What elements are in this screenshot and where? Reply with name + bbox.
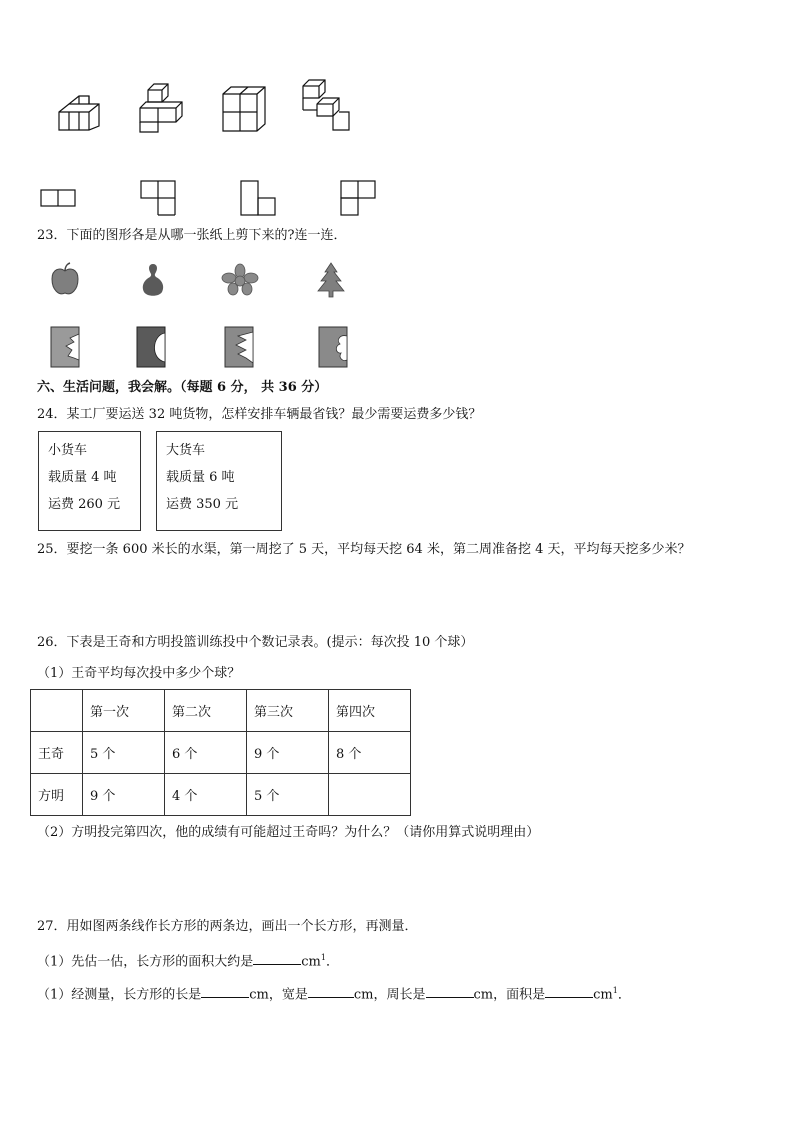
table-cell: 8 个 <box>329 732 411 774</box>
table-row-name: 王奇 <box>31 732 83 774</box>
table-header-row <box>31 690 411 732</box>
width-label: cm，宽是 <box>249 987 308 1003</box>
table-header-cell: 第二次 <box>165 690 247 732</box>
table-cell <box>329 774 411 816</box>
table-cell: 9 个 <box>247 732 329 774</box>
table-row <box>31 732 411 774</box>
unit-superscript: 1 <box>612 986 618 995</box>
small-truck-fee: 运费 260 元 <box>48 497 121 512</box>
section-6-title: 六、生活问题，我会解。（每题 6 分， 共 36 分） <box>37 380 328 395</box>
small-truck-name: 小货车 <box>48 443 88 458</box>
table-cell: 6 个 <box>165 732 247 774</box>
table-header-cell: 第四次 <box>329 690 411 732</box>
q27-text: 27．用如图两条线作长方形的两条边，画出一个长方形，再测量． <box>37 919 418 934</box>
unit-superscript: 1 <box>320 953 326 962</box>
table-header-cell <box>31 690 83 732</box>
table-cell: 9 个 <box>83 774 165 816</box>
area-blank[interactable] <box>545 985 593 998</box>
paper-blob-cut-icon <box>318 326 348 368</box>
q26-sub1: （1）王奇平均每次投中多少个球？ <box>37 666 241 681</box>
large-truck-name: 大货车 <box>166 443 206 458</box>
unit-cm: cm <box>301 954 321 970</box>
q24-text: 24．某工厂要运送 32 吨货物，怎样安排车辆最省钱？最少需要运费多少钱？ <box>37 407 482 422</box>
area-label: cm，面积是 <box>473 987 546 1003</box>
unit-cm: cm <box>593 987 613 1003</box>
table-row-name: 方明 <box>31 774 83 816</box>
length-blank[interactable] <box>201 985 249 998</box>
q27-sub2-prompt: （1）经测量，长方形的长是 <box>37 987 202 1003</box>
flower-shape-icon <box>222 264 258 296</box>
period: ． <box>617 987 631 1003</box>
small-truck-box <box>38 431 141 531</box>
width-blank[interactable] <box>308 985 354 998</box>
view-shape-4 <box>340 180 376 216</box>
q27-sub1-prompt: （1）先估一估，长方形的面积大约是 <box>37 954 254 970</box>
large-truck-fee: 运费 350 元 <box>166 497 239 512</box>
large-truck-box <box>156 431 282 531</box>
paper-zigzag-cut-icon <box>224 326 254 368</box>
table-cell: 5 个 <box>247 774 329 816</box>
perimeter-label: cm，周长是 <box>353 987 426 1003</box>
table-row <box>31 774 411 816</box>
period: ． <box>325 954 339 970</box>
q25-text: 25．要挖一条 600 米长的水渠，第一周挖了 5 天，平均每天挖 64 米，第二周准备挖 4 天，平均每天挖多少米？ <box>37 542 691 557</box>
tree-shape-icon <box>316 262 346 298</box>
q27-sub2 <box>37 983 631 1003</box>
q23-title: 23．下面的图形各是从哪一张纸上剪下来的?连一连． <box>37 228 347 243</box>
view-shape-2 <box>140 180 176 216</box>
cube-figure-2 <box>136 82 186 134</box>
q26-text: 26．下表是王奇和方明投篮训练投中个数记录表。(提示：每次投 10 个球） <box>37 635 474 650</box>
gourd-shape-icon <box>140 262 166 298</box>
table-header-cell: 第三次 <box>247 690 329 732</box>
large-truck-capacity: 载质量 6 吨 <box>166 470 235 485</box>
q26-sub2: （2）方明投完第四次，他的成绩有可能超过王奇吗？为什么？（请你用算式说明理由） <box>37 825 540 840</box>
apple-shape-icon <box>50 262 80 298</box>
area-estimate-blank[interactable] <box>253 952 301 965</box>
small-truck-capacity: 载质量 4 吨 <box>48 470 117 485</box>
cube-figure-4 <box>299 78 353 134</box>
cube-figure-1 <box>55 92 105 132</box>
paper-moon-cut-icon <box>136 326 166 368</box>
paper-leaf-cut-icon <box>50 326 80 368</box>
table-cell: 4 个 <box>165 774 247 816</box>
shooting-record-table <box>30 689 411 816</box>
table-header-cell: 第一次 <box>83 690 165 732</box>
q27-sub1 <box>37 950 339 970</box>
table-cell: 5 个 <box>83 732 165 774</box>
view-shape-1 <box>40 189 76 207</box>
perimeter-blank[interactable] <box>426 985 474 998</box>
cube-figure-3 <box>219 84 267 134</box>
view-shape-3 <box>240 180 276 216</box>
